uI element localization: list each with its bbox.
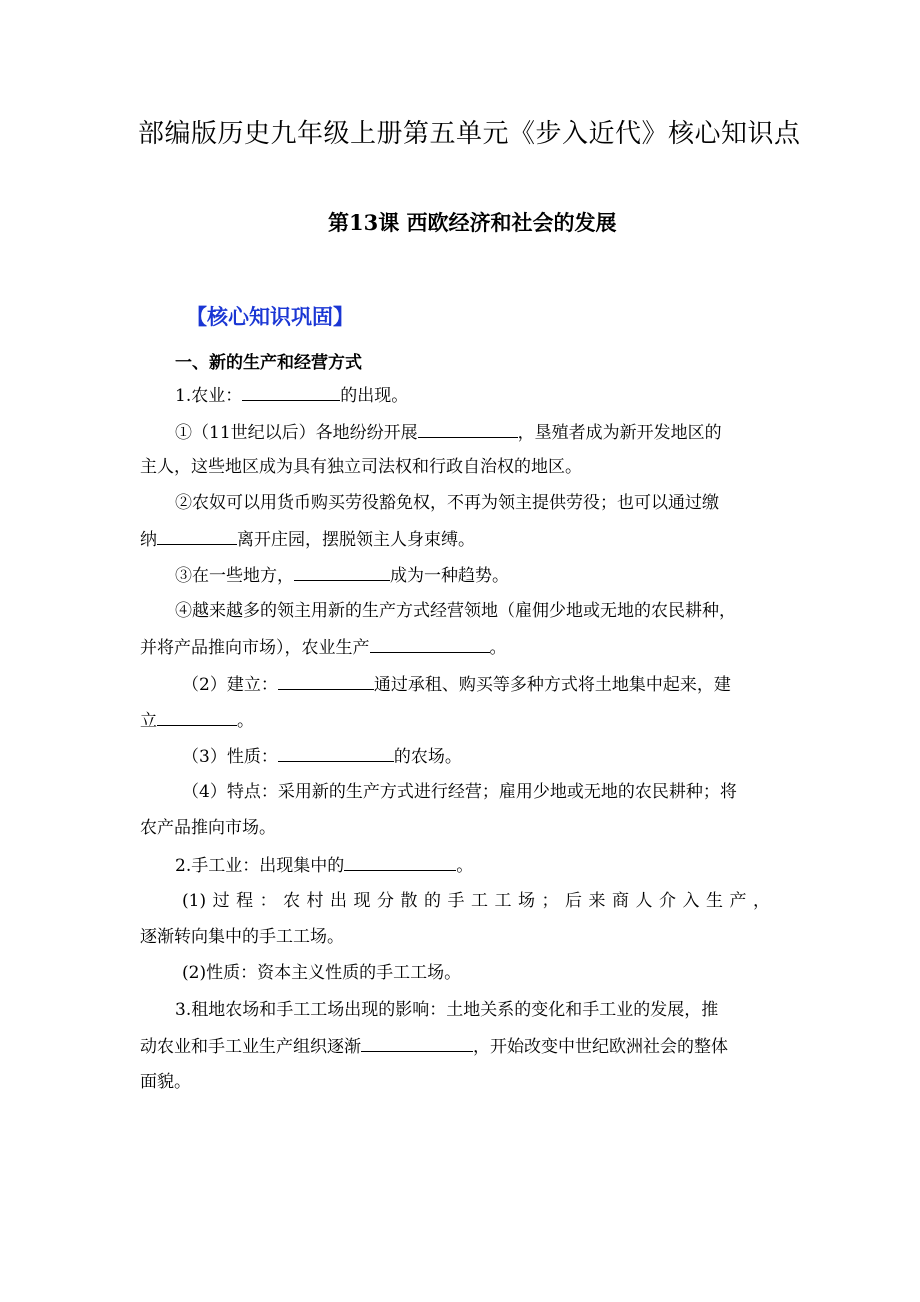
text-line <box>175 564 509 587</box>
line-text: 动农业和手工业生产组织逐渐 <box>140 1037 361 1057</box>
text-line <box>175 421 722 444</box>
line-text: ①（11世纪以后）各地纷纷开展 <box>175 423 418 443</box>
heading-production-methods: 一、新的生产和经营方式 <box>175 353 362 373</box>
line-text: 。 <box>489 638 507 658</box>
line-text: 纳 <box>140 530 157 550</box>
line-text: 的出现。 <box>340 386 409 406</box>
fill-blank <box>157 528 237 545</box>
text-line: ④越来越多的领主用新的生产方式经营领地（雇佣少地或无地的农民耕种， <box>175 601 736 621</box>
document-title: 部编版历史九年级上册第五单元《步入近代》核心知识点 <box>138 119 801 149</box>
line-text: ③在一些地方， <box>175 566 294 586</box>
line-text: ，垦殖者成为新开发地区的 <box>517 423 722 443</box>
text-line <box>140 709 254 732</box>
line-text: 通过承租、购买等多种方式将土地集中起来，建 <box>373 675 731 695</box>
line-text: 离开庄园，摆脱领主人身束缚。 <box>237 530 475 550</box>
line-text: 2.手工业：出现集中的 <box>175 856 345 876</box>
text-line <box>140 528 475 551</box>
text-line <box>182 745 462 768</box>
line-text: 成为一种趋势。 <box>390 566 509 586</box>
text-line: 面貌。 <box>140 1072 191 1092</box>
text-line: 逐渐转向集中的手工工场。 <box>140 927 344 947</box>
text-line: 农产品推向市场。 <box>140 818 276 838</box>
fill-blank <box>157 709 237 726</box>
text-line <box>175 854 473 877</box>
text-line <box>140 1035 728 1058</box>
fill-blank <box>361 1035 473 1052</box>
fill-blank <box>370 636 490 653</box>
text-line <box>182 673 731 696</box>
line-text: （2）建立： <box>182 675 278 695</box>
line-text: （3）性质： <box>182 747 278 767</box>
text-line: (1)过程：农村出现分散的手工工场；后来商人介入生产， <box>182 891 770 911</box>
fill-blank <box>294 564 390 581</box>
line-text: 1.农业： <box>175 386 243 406</box>
lesson-title: 第13课 西欧经济和社会的发展 <box>328 210 617 235</box>
fill-blank <box>278 673 374 690</box>
text-line: ②农奴可以用货币购买劳役豁免权，不再为领主提供劳役；也可以通过缴 <box>175 493 719 513</box>
text-line <box>175 384 408 407</box>
fill-blank <box>418 421 518 438</box>
section-title: 【核心知识巩固】 <box>186 305 354 329</box>
text-line: (2)性质：资本主义性质的手工工场。 <box>182 963 462 983</box>
line-text: ，开始改变中世纪欧洲社会的整体 <box>473 1037 728 1057</box>
fill-blank <box>344 854 456 871</box>
line-text: 立 <box>140 711 157 731</box>
text-line: 3.租地农场和手工工场出现的影响：土地关系的变化和手工业的发展，推 <box>175 1000 719 1020</box>
line-text: 。 <box>237 711 254 731</box>
text-line: （4）特点：采用新的生产方式进行经营；雇用少地或无地的农民耕种；将 <box>182 782 737 802</box>
line-text: 并将产品推向市场），农业生产 <box>140 638 370 658</box>
text-line: 主人，这些地区成为具有独立司法权和行政自治权的地区。 <box>140 457 582 477</box>
text-line <box>140 636 507 659</box>
fill-blank <box>278 745 394 762</box>
line-text: 。 <box>456 856 474 876</box>
fill-blank <box>242 384 340 401</box>
line-text: 的农场。 <box>393 747 462 767</box>
